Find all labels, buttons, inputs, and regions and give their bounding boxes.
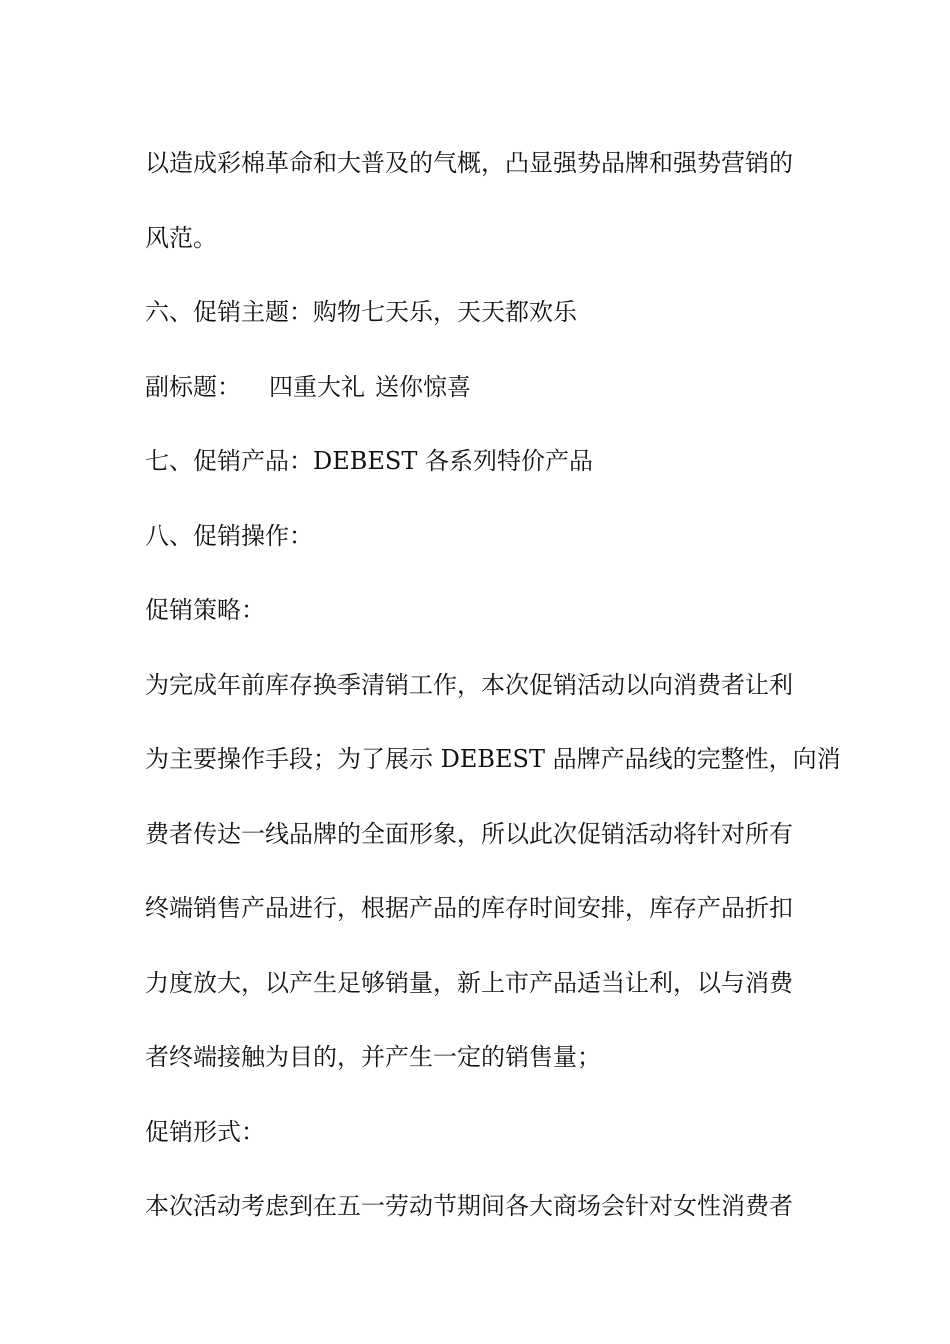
paragraph-line: 本次活动考虑到在五一劳动节期间各大商场会针对女性消费者 (145, 1192, 793, 1220)
paragraph-line: 力度放大，以产生足够销量，新上市产品适当让利，以与消费 (145, 968, 793, 997)
paragraph-line: 以造成彩棉革命和大普及的气概，凸显强势品牌和强势营销的 (145, 149, 793, 177)
paragraph-line: 终端销售产品进行，根据产品的库存时间安排，库存产品折扣 (145, 894, 793, 922)
promotion-products-line: 七、促销产品：DEBEST 各系列特价产品 (145, 447, 593, 475)
document-body (145, 126, 841, 1244)
subtitle-label: 副标题： (145, 372, 241, 401)
subtitle-part-2: 送你惊喜 (375, 372, 471, 401)
subtitle-line (145, 350, 805, 425)
paragraph-line: 费者传达一线品牌的全面形象，所以此次促销活动将针对所有 (145, 819, 793, 848)
paragraph-line: 为完成年前库存换季清销工作，本次促销活动以向消费者让利 (145, 670, 793, 699)
strategy-heading: 促销策略： (145, 596, 265, 624)
promotion-operation-heading: 八、促销操作： (145, 521, 313, 550)
promotion-theme-line: 六、促销主题：购物七天乐，天天都欢乐 (145, 298, 577, 326)
paragraph-line: 者终端接触为目的，并产生一定的销售量； (145, 1043, 601, 1071)
paragraph-line: 为主要操作手段；为了展示 DEBEST 品牌产品线的完整性，向消 (145, 745, 841, 773)
form-heading: 促销形式： (145, 1117, 265, 1146)
paragraph-line: 风范。 (145, 223, 217, 252)
subtitle-part-1: 四重大礼 (269, 372, 365, 401)
